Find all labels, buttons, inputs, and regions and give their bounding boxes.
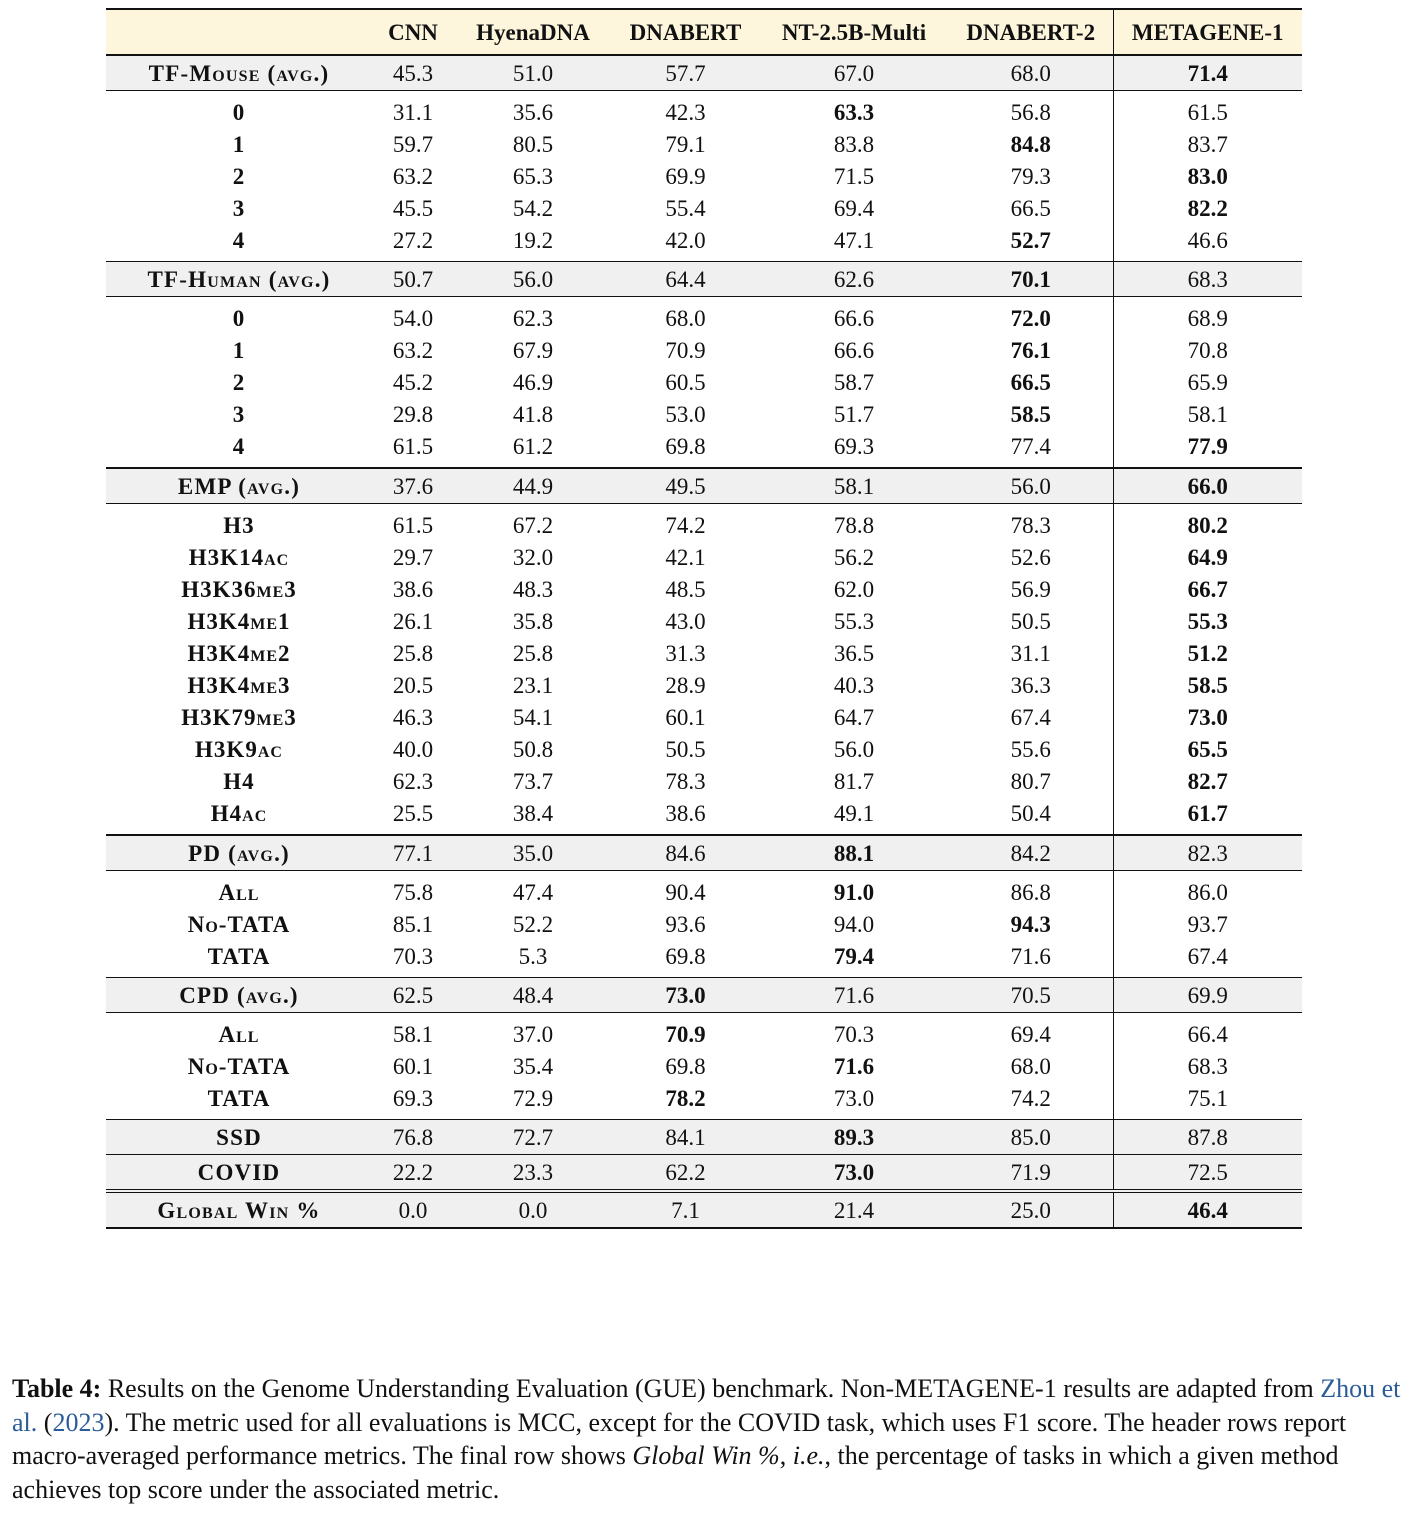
table-cell: 75.8	[392, 879, 434, 905]
table-cell: 31.1	[392, 99, 434, 125]
table-cell: 38.4	[512, 800, 554, 826]
table-cell: 91.0	[833, 879, 875, 905]
row-label: Global Win %	[106, 1191, 372, 1228]
table-cell: 66.5	[1010, 369, 1051, 395]
table-cell: 68.3	[1113, 1050, 1302, 1082]
table-cell: 77.1	[372, 835, 454, 871]
table-cell: 73.7	[512, 768, 554, 794]
table-cell: 63.3	[833, 99, 875, 125]
table-row	[106, 1018, 1302, 1050]
column-header-dnabert2: DNABERT-2	[949, 9, 1113, 55]
table-row	[106, 876, 1302, 908]
group-row	[106, 468, 1302, 504]
table-cell: 60.5	[665, 369, 706, 395]
table-cell: 42.3	[665, 99, 706, 125]
table-cell: 58.7	[833, 369, 875, 395]
table-cell: 65.9	[1113, 366, 1302, 398]
table-cell: 49.5	[612, 468, 759, 504]
table-row	[106, 96, 1302, 128]
row-label: H3K36me3	[181, 576, 297, 602]
table-cell: 50.5	[665, 736, 706, 762]
table-row	[106, 224, 1302, 256]
table-cell: 69.9	[665, 163, 706, 189]
table-cell: 74.2	[1010, 1085, 1051, 1111]
column-header-metagene: METAGENE-1	[1113, 9, 1302, 55]
caption-text: ,	[779, 1441, 793, 1470]
table-row	[106, 637, 1302, 669]
table-cell: 21.4	[759, 1191, 949, 1228]
table-cell: 25.8	[512, 640, 554, 666]
table-cell: 25.8	[392, 640, 434, 666]
table-cell: 86.0	[1113, 876, 1302, 908]
table-cell: 38.6	[665, 800, 706, 826]
table-cell: 55.4	[665, 195, 706, 221]
table-cell: 40.0	[392, 736, 434, 762]
table-cell: 35.0	[454, 835, 612, 871]
table-cell: 78.8	[833, 512, 875, 538]
table-cell: 68.0	[665, 305, 706, 331]
table-cell: 59.7	[392, 131, 434, 157]
group-row	[106, 835, 1302, 871]
table-cell: 35.8	[512, 608, 554, 634]
table-cell: 19.2	[512, 227, 554, 253]
table-cell: 28.9	[665, 672, 706, 698]
table-cell: 86.8	[1010, 879, 1051, 905]
table-cell: 94.0	[833, 911, 875, 937]
row-label: 4	[232, 433, 246, 459]
table-cell: 67.9	[512, 337, 554, 363]
table-cell: 69.4	[1010, 1021, 1051, 1047]
table-cell: 65.5	[1113, 733, 1302, 765]
table-cell: 61.2	[512, 433, 554, 459]
table-cell: 31.1	[1010, 640, 1051, 666]
table-cell: 51.7	[833, 401, 875, 427]
column-header-cnn: CNN	[372, 9, 454, 55]
table-cell: 84.2	[949, 835, 1113, 871]
table-cell: 62.3	[512, 305, 554, 331]
row-label: 0	[232, 305, 246, 331]
table-cell: 88.1	[759, 835, 949, 871]
table-cell: 62.0	[833, 576, 875, 602]
table-cell: 56.9	[1010, 576, 1051, 602]
caption-term: Global Win %	[632, 1441, 780, 1470]
table-cell: 71.5	[833, 163, 875, 189]
table-cell: 54.0	[392, 305, 434, 331]
table-cell: 46.9	[512, 369, 554, 395]
table-cell: 82.2	[1113, 192, 1302, 224]
table-cell: 83.0	[1113, 160, 1302, 192]
table-row	[106, 797, 1302, 829]
row-label: COVID	[106, 1155, 372, 1192]
row-label: TF-Human (avg.)	[106, 262, 372, 297]
table-cell: 79.1	[665, 131, 706, 157]
table-cell: 52.2	[512, 911, 554, 937]
table-cell: 69.8	[665, 433, 706, 459]
table-cell: 69.9	[1113, 978, 1302, 1013]
table-cell: 48.5	[665, 576, 706, 602]
table-cell: 61.7	[1113, 797, 1302, 829]
table-cell: 23.1	[512, 672, 554, 698]
caption-text: ). The metric used for all evaluations is MCC, except for the COVID task, which uses F1 score. The header rows report macro-averaged performance metrics. The final row shows	[12, 1407, 1347, 1470]
table-cell: 36.3	[1010, 672, 1051, 698]
table-cell: 66.6	[833, 305, 875, 331]
table-row	[106, 573, 1302, 605]
table-cell: 27.2	[392, 227, 434, 253]
column-header-hyenadna: HyenaDNA	[454, 9, 612, 55]
table-cell: 23.3	[454, 1155, 612, 1192]
table-cell: 82.3	[1113, 835, 1302, 871]
row-label: No-TATA	[187, 911, 291, 937]
table-cell: 80.5	[512, 131, 554, 157]
table-cell: 48.3	[512, 576, 554, 602]
table-row	[106, 605, 1302, 637]
table-row	[106, 940, 1302, 972]
row-label: 3	[232, 401, 246, 427]
table-cell: 22.2	[372, 1155, 454, 1192]
row-label: H3K79me3	[181, 704, 297, 730]
table-row	[106, 1082, 1302, 1114]
table-cell: 64.9	[1113, 541, 1302, 573]
group-row	[106, 978, 1302, 1013]
table-cell: 67.4	[1010, 704, 1051, 730]
row-label: H3K14ac	[188, 544, 290, 570]
table-cell: 36.5	[833, 640, 875, 666]
table-cell: 70.8	[1113, 334, 1302, 366]
table-cell: 78.3	[1010, 512, 1051, 538]
table-cell: 67.4	[1113, 940, 1302, 972]
table-cell: 77.9	[1113, 430, 1302, 462]
table-cell: 73.0	[612, 978, 759, 1013]
table-row	[106, 701, 1302, 733]
table-cell: 62.3	[392, 768, 434, 794]
table-cell: 42.1	[665, 544, 706, 570]
table-cell: 68.3	[1113, 262, 1302, 297]
table-cell: 67.2	[512, 512, 554, 538]
table-cell: 66.5	[1010, 195, 1051, 221]
table-cell: 68.9	[1113, 302, 1302, 334]
table-cell: 58.5	[1010, 401, 1051, 427]
table-cell: 69.3	[833, 433, 875, 459]
caption-ie: i.e.	[792, 1441, 825, 1470]
table-cell: 80.7	[1010, 768, 1051, 794]
table-cell: 51.0	[454, 55, 612, 91]
row-label: 2	[232, 369, 246, 395]
table-row	[106, 334, 1302, 366]
table-cell: 25.5	[392, 800, 434, 826]
table-cell: 85.1	[392, 911, 434, 937]
table-cell: 93.7	[1113, 908, 1302, 940]
row-label: All	[218, 1021, 260, 1047]
table-body	[106, 55, 1302, 1228]
table-row	[106, 192, 1302, 224]
global-win-row	[106, 1191, 1302, 1228]
table-cell: 89.3	[759, 1120, 949, 1155]
table-cell: 35.6	[512, 99, 554, 125]
group-row	[106, 55, 1302, 91]
table-cell: 71.4	[1113, 55, 1302, 91]
table-cell: 70.5	[949, 978, 1113, 1013]
table-cell: 67.0	[759, 55, 949, 91]
table-cell: 64.7	[833, 704, 875, 730]
table-cell: 56.2	[833, 544, 875, 570]
table-cell: 77.4	[1010, 433, 1051, 459]
table-cell: 20.5	[392, 672, 434, 698]
row-label: All	[218, 879, 260, 905]
citation-link[interactable]: Zhou et al.	[12, 1374, 1401, 1437]
column-header-nt: NT-2.5B-Multi	[759, 9, 949, 55]
table-cell: 70.3	[833, 1021, 875, 1047]
group-row	[106, 262, 1302, 297]
table-cell: 80.2	[1113, 509, 1302, 541]
table-cell: 42.0	[665, 227, 706, 253]
table-cell: 72.7	[454, 1120, 612, 1155]
table-cell: 37.0	[512, 1021, 554, 1047]
table-cell: 68.0	[1010, 1053, 1051, 1079]
row-label: H4	[223, 768, 255, 794]
row-label: EMP (avg.)	[106, 468, 372, 504]
table-cell: 0.0	[372, 1191, 454, 1228]
table-cell: 55.6	[1010, 736, 1051, 762]
table-cell: 83.7	[1113, 128, 1302, 160]
table-cell: 35.4	[512, 1053, 554, 1079]
table-cell: 66.4	[1113, 1018, 1302, 1050]
row-label: PD (avg.)	[106, 835, 372, 871]
table-row	[106, 128, 1302, 160]
table-cell: 94.3	[1010, 911, 1051, 937]
table-cell: 70.3	[392, 943, 434, 969]
table-cell: 45.3	[372, 55, 454, 91]
table-header	[106, 9, 1302, 55]
header-row	[106, 9, 1302, 55]
table-cell: 60.1	[392, 1053, 434, 1079]
table-cell: 54.1	[512, 704, 554, 730]
table-cell: 45.2	[392, 369, 434, 395]
table-cell: 69.3	[392, 1085, 434, 1111]
table-row	[106, 430, 1302, 462]
table-row	[106, 669, 1302, 701]
table-cell: 69.4	[833, 195, 875, 221]
table-cell: 47.1	[833, 227, 875, 253]
table-cell: 70.9	[665, 337, 706, 363]
row-label: CPD (avg.)	[106, 978, 372, 1013]
table-cell: 71.6	[833, 1053, 875, 1079]
table-cell: 46.3	[392, 704, 434, 730]
table-cell: 70.1	[949, 262, 1113, 297]
table-cell: 52.7	[1010, 227, 1051, 253]
table-cell: 81.7	[833, 768, 875, 794]
table-cell: 75.1	[1113, 1082, 1302, 1114]
table-cell: 50.5	[1010, 608, 1051, 634]
caption-text: , the percentage of tasks in which a given method achieves top score under the associated metric.	[12, 1441, 1339, 1504]
table-cell: 25.0	[949, 1191, 1113, 1228]
table-cell: 5.3	[518, 943, 548, 969]
table-cell: 61.5	[1113, 96, 1302, 128]
table-cell: 84.8	[1010, 131, 1051, 157]
table-cell: 71.6	[759, 978, 949, 1013]
table-cell: 85.0	[949, 1120, 1113, 1155]
row-label: H4ac	[210, 800, 268, 826]
table-cell: 55.3	[833, 608, 875, 634]
table-cell: 58.1	[759, 468, 949, 504]
row-label: H3	[223, 512, 255, 538]
table-cell: 54.2	[512, 195, 554, 221]
table-cell: 32.0	[512, 544, 554, 570]
table-cell: 74.2	[665, 512, 706, 538]
table-cell: 43.0	[665, 608, 706, 634]
caption-text: (	[37, 1407, 53, 1437]
table-cell: 44.9	[454, 468, 612, 504]
table-cell: 64.4	[612, 262, 759, 297]
table-cell: 37.6	[372, 468, 454, 504]
table-cell: 50.7	[372, 262, 454, 297]
table-cell: 73.0	[759, 1155, 949, 1192]
row-label: H3K4me3	[187, 672, 291, 698]
table-cell: 26.1	[392, 608, 434, 634]
table-cell: 73.0	[1113, 701, 1302, 733]
table-cell: 60.1	[665, 704, 706, 730]
table-cell: 0.0	[454, 1191, 612, 1228]
row-label: H3K4me2	[187, 640, 291, 666]
caption-label: Table 4:	[12, 1374, 102, 1403]
table-cell: 61.5	[392, 433, 434, 459]
table-cell: 71.9	[949, 1155, 1113, 1192]
table-cell: 78.2	[665, 1085, 706, 1111]
table-cell: 53.0	[665, 401, 706, 427]
table-cell: 41.8	[512, 401, 554, 427]
table-row	[106, 302, 1302, 334]
table-cell: 66.6	[833, 337, 875, 363]
table-cell: 57.7	[612, 55, 759, 91]
row-label: 1	[232, 337, 246, 363]
table-cell: 29.8	[392, 401, 434, 427]
table-cell: 66.7	[1113, 573, 1302, 605]
row-label: TF-Mouse (avg.)	[106, 55, 372, 91]
group-row	[106, 1155, 1302, 1192]
table-cell: 84.6	[612, 835, 759, 871]
table-row	[106, 541, 1302, 573]
table-cell: 79.3	[1010, 163, 1051, 189]
table-cell: 63.2	[392, 337, 434, 363]
table-cell: 56.0	[949, 468, 1113, 504]
table-row	[106, 908, 1302, 940]
row-label: TATA	[207, 943, 271, 969]
table-cell: 40.3	[833, 672, 875, 698]
table-cell: 76.1	[1010, 337, 1051, 363]
table-cell: 84.1	[612, 1120, 759, 1155]
table-cell: 68.0	[949, 55, 1113, 91]
row-label: 2	[232, 163, 246, 189]
table-cell: 87.8	[1113, 1120, 1302, 1155]
table-cell: 73.0	[833, 1085, 875, 1111]
row-label: 3	[232, 195, 246, 221]
table-cell: 66.0	[1113, 468, 1302, 504]
row-label: TATA	[207, 1085, 271, 1111]
header-corner	[106, 9, 372, 55]
table-cell: 82.7	[1113, 765, 1302, 797]
row-label: 4	[232, 227, 246, 253]
row-label: 0	[232, 99, 246, 125]
table-cell: 61.5	[392, 512, 434, 538]
table-row	[106, 765, 1302, 797]
results-table	[106, 8, 1302, 1229]
table-cell: 72.5	[1113, 1155, 1302, 1192]
table-cell: 93.6	[665, 911, 706, 937]
table-cell: 58.5	[1113, 669, 1302, 701]
group-row	[106, 1120, 1302, 1155]
table-cell: 48.4	[454, 978, 612, 1013]
table-cell: 58.1	[392, 1021, 434, 1047]
table-cell: 56.0	[454, 262, 612, 297]
table-cell: 63.2	[392, 163, 434, 189]
table-cell: 56.0	[833, 736, 875, 762]
table-cell: 69.8	[665, 943, 706, 969]
table-cell: 55.3	[1113, 605, 1302, 637]
table-cell: 47.4	[512, 879, 554, 905]
table-row	[106, 366, 1302, 398]
table-cell: 69.8	[665, 1053, 706, 1079]
table-cell: 62.6	[759, 262, 949, 297]
table-cell: 45.5	[392, 195, 434, 221]
caption-text: Results on the Genome Understanding Evaluation (GUE) benchmark. Non-METAGENE-1 results are adapted from	[101, 1374, 1321, 1403]
table-cell: 51.2	[1113, 637, 1302, 669]
table-cell: 72.0	[1010, 305, 1051, 331]
table-cell: 76.8	[372, 1120, 454, 1155]
table-cell: 62.5	[372, 978, 454, 1013]
table-row	[106, 733, 1302, 765]
table-cell: 46.4	[1113, 1191, 1302, 1228]
table-cell: 29.7	[392, 544, 434, 570]
table-row	[106, 509, 1302, 541]
table-cell: 31.3	[665, 640, 706, 666]
table-cell: 78.3	[665, 768, 706, 794]
table-row	[106, 160, 1302, 192]
table-row	[106, 398, 1302, 430]
table-cell: 38.6	[392, 576, 434, 602]
table-cell: 72.9	[512, 1085, 554, 1111]
column-header-dnabert: DNABERT	[612, 9, 759, 55]
table-caption	[12, 1372, 1412, 1506]
citation-year-link[interactable]: 2023	[52, 1407, 105, 1437]
table-cell: 52.6	[1010, 544, 1051, 570]
table-cell: 83.8	[833, 131, 875, 157]
table-cell: 7.1	[612, 1191, 759, 1228]
table-cell: 50.4	[1010, 800, 1051, 826]
row-label: 1	[232, 131, 246, 157]
row-label: No-TATA	[187, 1053, 291, 1079]
table-cell: 71.6	[1010, 943, 1051, 969]
table-cell: 62.2	[612, 1155, 759, 1192]
table-row	[106, 1050, 1302, 1082]
table-cell: 58.1	[1113, 398, 1302, 430]
table-cell: 46.6	[1113, 224, 1302, 256]
table-cell: 79.4	[833, 943, 875, 969]
row-label: SSD	[106, 1120, 372, 1155]
table-cell: 56.8	[1010, 99, 1051, 125]
table-cell: 70.9	[665, 1021, 706, 1047]
table-cell: 90.4	[665, 879, 706, 905]
table-cell: 50.8	[512, 736, 554, 762]
table-cell: 49.1	[833, 800, 875, 826]
row-label: H3K9ac	[195, 736, 283, 762]
table-cell: 65.3	[512, 163, 554, 189]
row-label: H3K4me1	[187, 608, 291, 634]
